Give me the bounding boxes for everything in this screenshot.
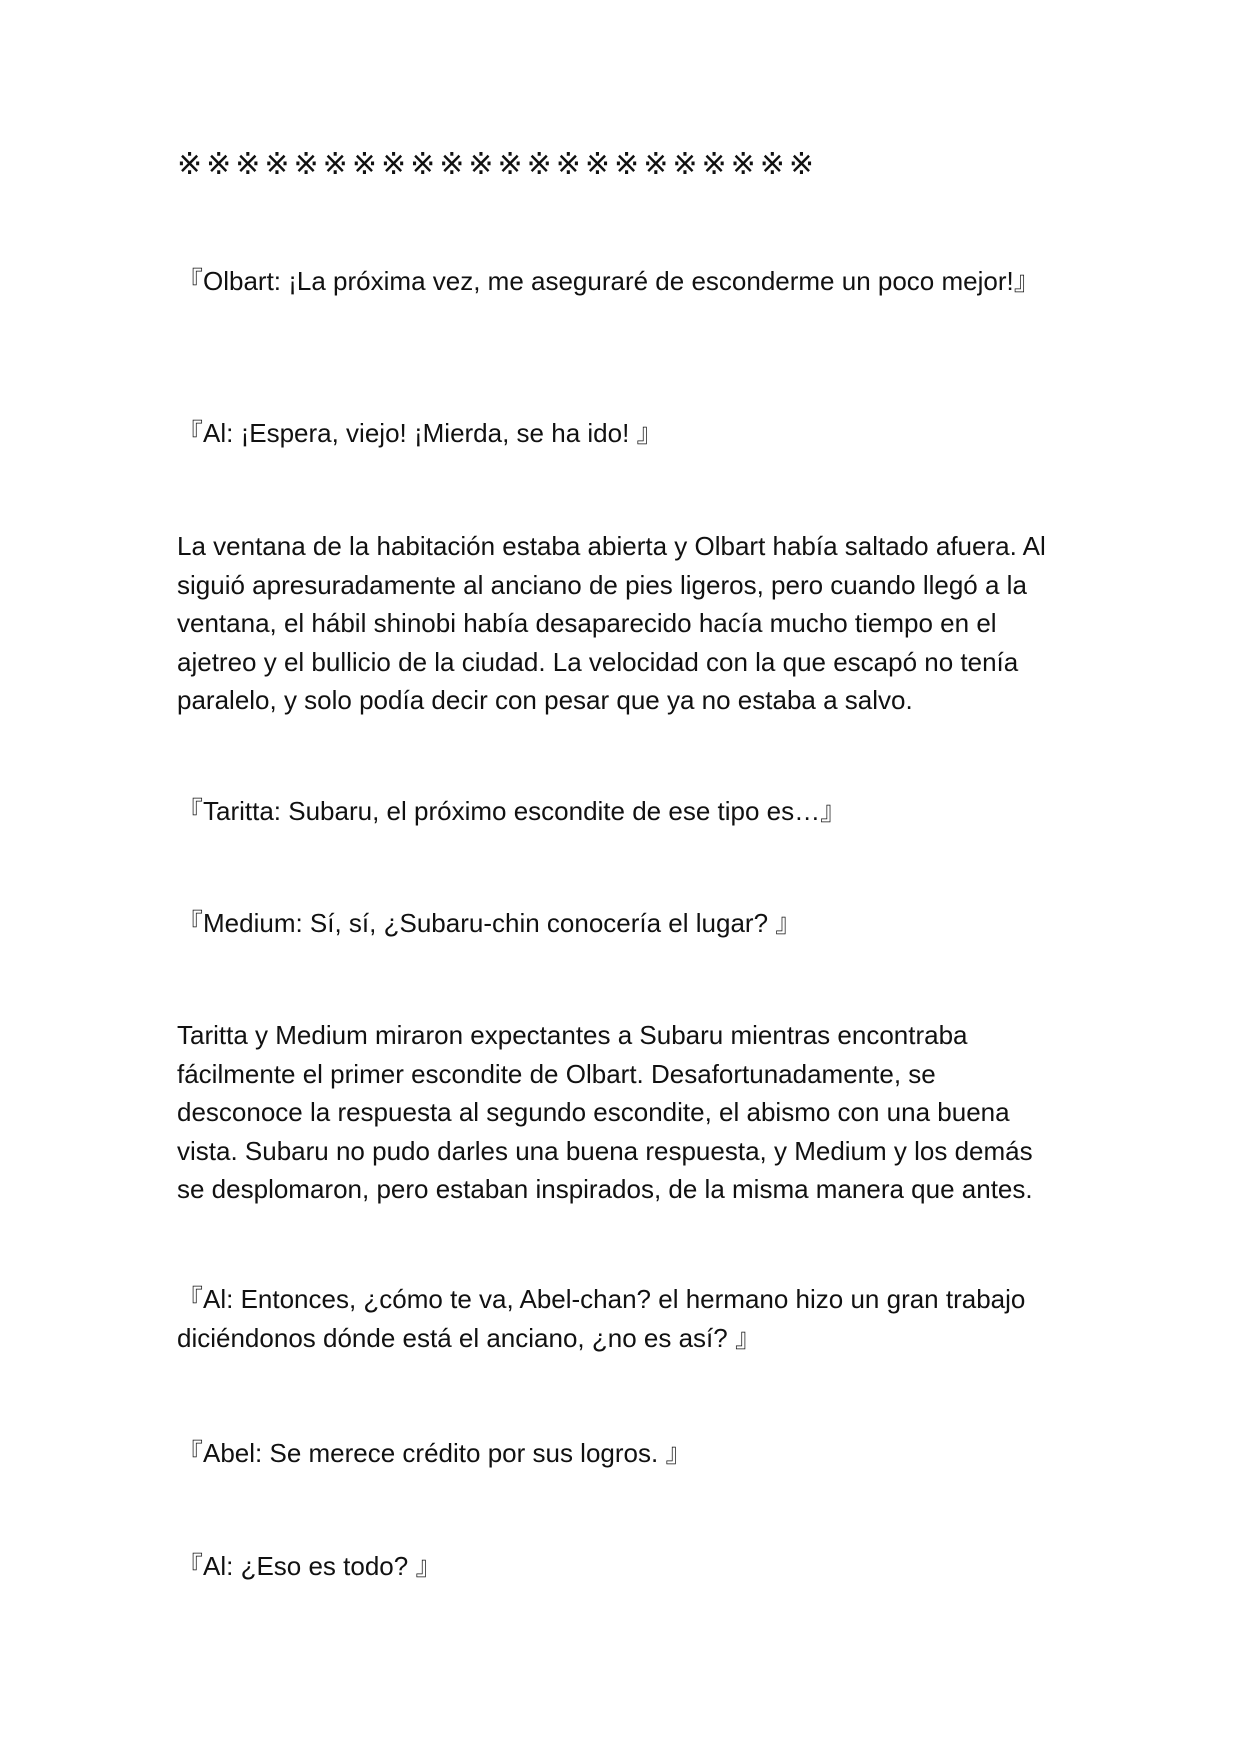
dialogue-olbart: 『Olbart: ¡La próxima vez, me aseguraré de esconderme un poco mejor!』 — [177, 266, 1040, 296]
scene-separator: ※※※※※※※※※※※※※※※※※※※※※※ — [177, 147, 819, 182]
dialogue-taritta: 『Taritta: Subaru, el próximo escondite de ese tipo es…』 — [177, 796, 847, 826]
dialogue-abel: 『Abel: Se merece crédito por sus logros. 』 — [177, 1438, 692, 1468]
dialogue-medium: 『Medium: Sí, sí, ¿Subaru-chin conocería el lugar? 』 — [177, 908, 802, 938]
dialogue-al-1: 『Al: ¡Espera, viejo! ¡Mierda, se ha ido! 』 — [177, 418, 663, 448]
dialogue-al-2: 『Al: Entonces, ¿cómo te va, Abel-chan? el hermano hizo un gran trabajo diciéndonos dónde está el anciano, ¿no es así? 』 — [177, 1284, 1026, 1353]
dialogue-al-3: 『Al: ¿Eso es todo? 』 — [177, 1551, 442, 1581]
narration-paragraph-1: La ventana de la habitación estaba abierta y Olbart había saltado afuera. Al siguió apresuradamente al anciano de pies ligeros, pero cuando llegó a la ventana, el hábil shinobi había desaparecido hacía mucho tiempo en el ajetreo y el bullicio de la ciudad. La velocidad con la que escapó no tenía paralelo, y solo podía decir con pesar que ya no estaba a salvo. — [177, 531, 1046, 715]
narration-paragraph-2: Taritta y Medium miraron expectantes a Subaru mientras encontraba fácilmente el primer escondite de Olbart. Desafortunadamente, se desconoce la respuesta al segundo escondite, el abismo con una buena vista. Subaru no pudo darles una buena respuesta, y Medium y los demás se desplomaron, pero estaban inspirados, de la misma manera que antes. — [177, 1020, 1033, 1204]
